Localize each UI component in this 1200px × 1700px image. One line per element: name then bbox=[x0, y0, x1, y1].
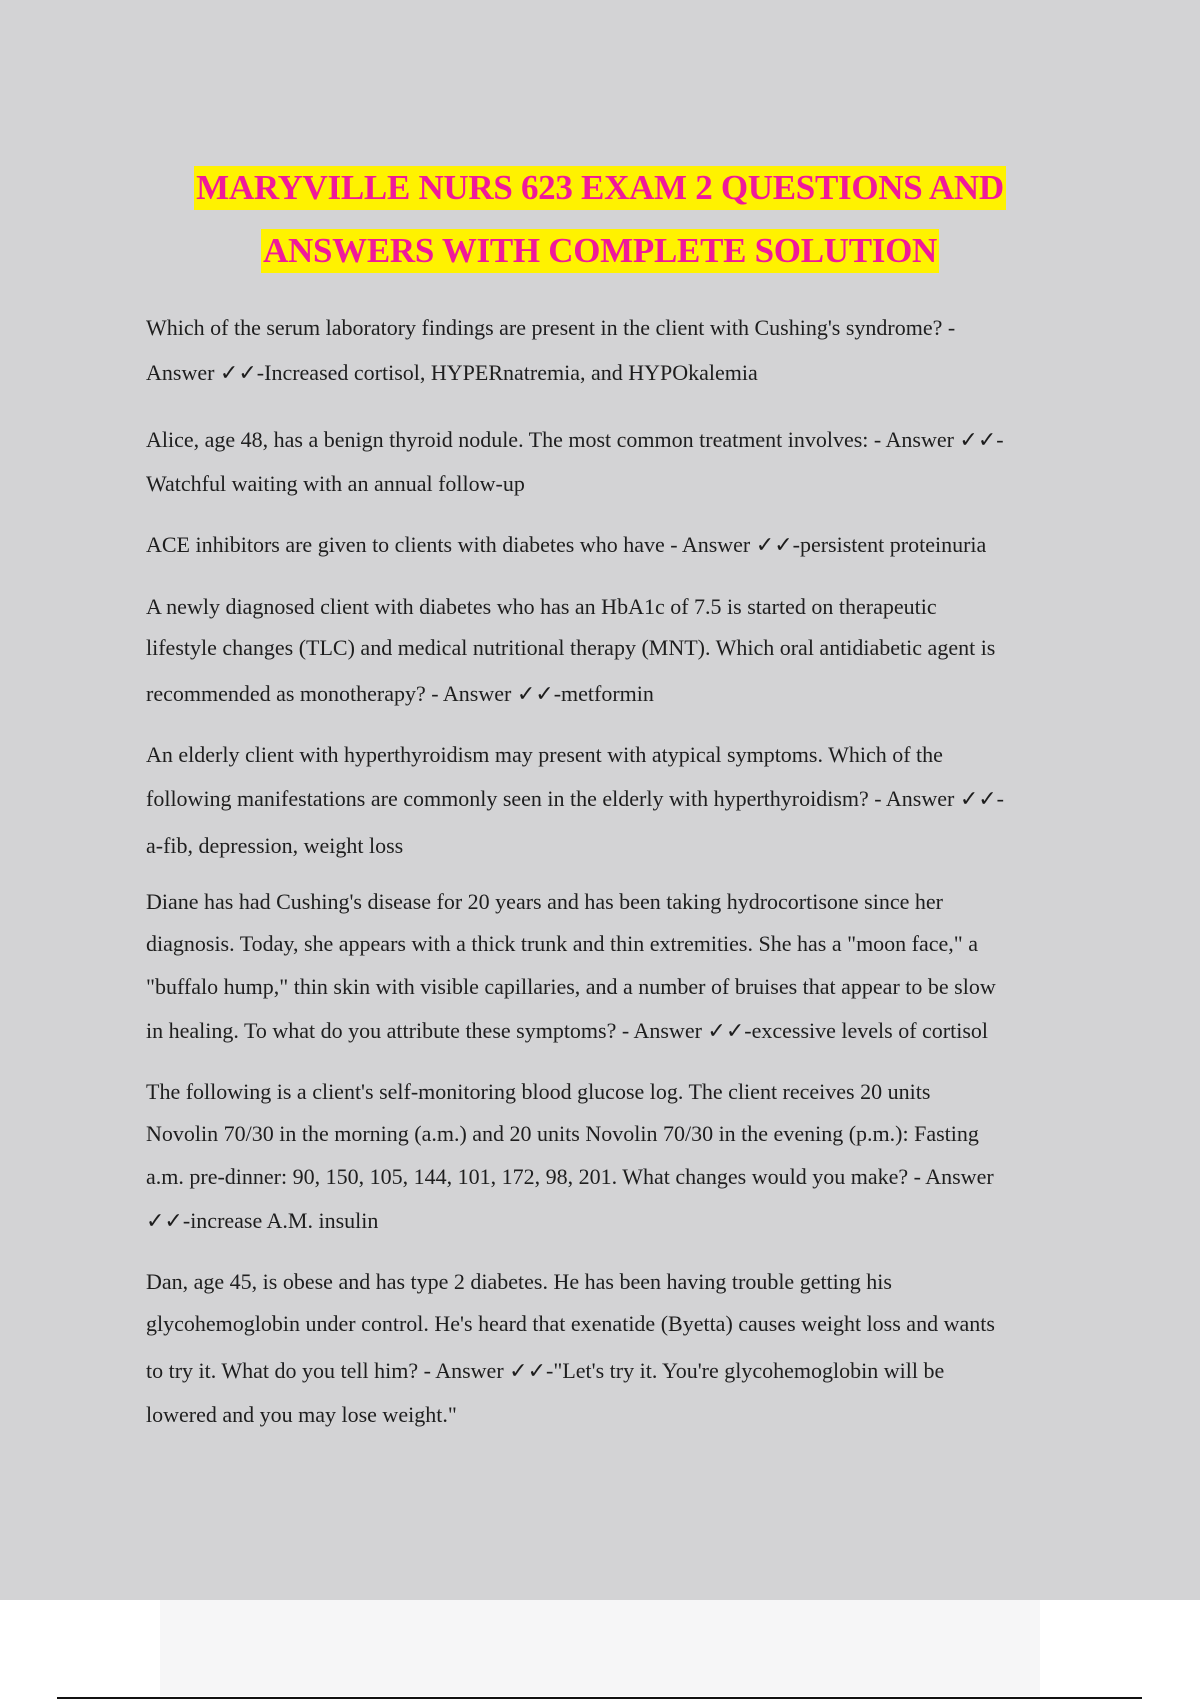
qa-line: a-fib, depression, weight loss bbox=[146, 833, 404, 858]
qa-line: Dan, age 45, is obese and has type 2 diabetes. He has been having trouble getting his bbox=[146, 1269, 892, 1294]
qa-line: ✓✓-increase A.M. insulin bbox=[146, 1208, 379, 1233]
qa-line: in healing. To what do you attribute these symptoms? - Answer ✓✓-excessive levels of cortisol bbox=[146, 1018, 989, 1043]
title-line-2: ANSWERS WITH COMPLETE SOLUTION bbox=[261, 229, 939, 273]
qa-line: A newly diagnosed client with diabetes who has an HbA1c of 7.5 is started on therapeutic bbox=[146, 594, 937, 619]
title-line-1: MARYVILLE NURS 623 EXAM 2 QUESTIONS AND bbox=[194, 166, 1006, 210]
qa-line: a.m. pre-dinner: 90, 150, 105, 144, 101, 172, 98, 201. What changes would you make? - Answer bbox=[146, 1164, 994, 1189]
footer-divider bbox=[57, 1697, 1142, 1699]
page-footer-area bbox=[0, 1600, 1200, 1700]
qa-line: Which of the serum laboratory findings are present in the client with Cushing's syndrome? - bbox=[146, 315, 956, 340]
qa-line: ACE inhibitors are given to clients with diabetes who have - Answer ✓✓-persistent proteinuria bbox=[146, 532, 987, 557]
qa-line: The following is a client's self-monitoring blood glucose log. The client receives 20 units bbox=[146, 1079, 931, 1104]
document-title bbox=[0, 166, 1200, 292]
qa-line: diagnosis. Today, she appears with a thick trunk and thin extremities. She has a "moon face," a bbox=[146, 931, 979, 956]
qa-line: Answer ✓✓-Increased cortisol, HYPERnatremia, and HYPOkalemia bbox=[146, 360, 758, 385]
qa-line: to try it. What do you tell him? - Answer ✓✓-"Let's try it. You're glycohemoglobin will be bbox=[146, 1358, 945, 1383]
qa-line: glycohemoglobin under control. He's heard that exenatide (Byetta) causes weight loss and wants bbox=[146, 1311, 995, 1336]
qa-line: Novolin 70/30 in the morning (a.m.) and 20 units Novolin 70/30 in the evening (p.m.): Fasting bbox=[146, 1121, 979, 1146]
footer-shade bbox=[160, 1600, 1040, 1696]
qa-line: Diane has had Cushing's disease for 20 years and has been taking hydrocortisone since her bbox=[146, 889, 943, 914]
qa-line: lowered and you may lose weight." bbox=[146, 1402, 457, 1427]
qa-line: following manifestations are commonly seen in the elderly with hyperthyroidism? - Answer ✓✓- bbox=[146, 786, 1005, 811]
qa-line: An elderly client with hyperthyroidism may present with atypical symptoms. Which of the bbox=[146, 742, 943, 767]
qa-line: lifestyle changes (TLC) and medical nutritional therapy (MNT). Which oral antidiabetic agent is bbox=[146, 635, 996, 660]
qa-line: Alice, age 48, has a benign thyroid nodule. The most common treatment involves: - Answer ✓✓- bbox=[146, 427, 1004, 452]
qa-line: recommended as monotherapy? - Answer ✓✓-metformin bbox=[146, 681, 654, 706]
qa-line: "buffalo hump," thin skin with visible capillaries, and a number of bruises that appear to be slow bbox=[146, 974, 996, 999]
qa-line: Watchful waiting with an annual follow-up bbox=[146, 471, 525, 496]
